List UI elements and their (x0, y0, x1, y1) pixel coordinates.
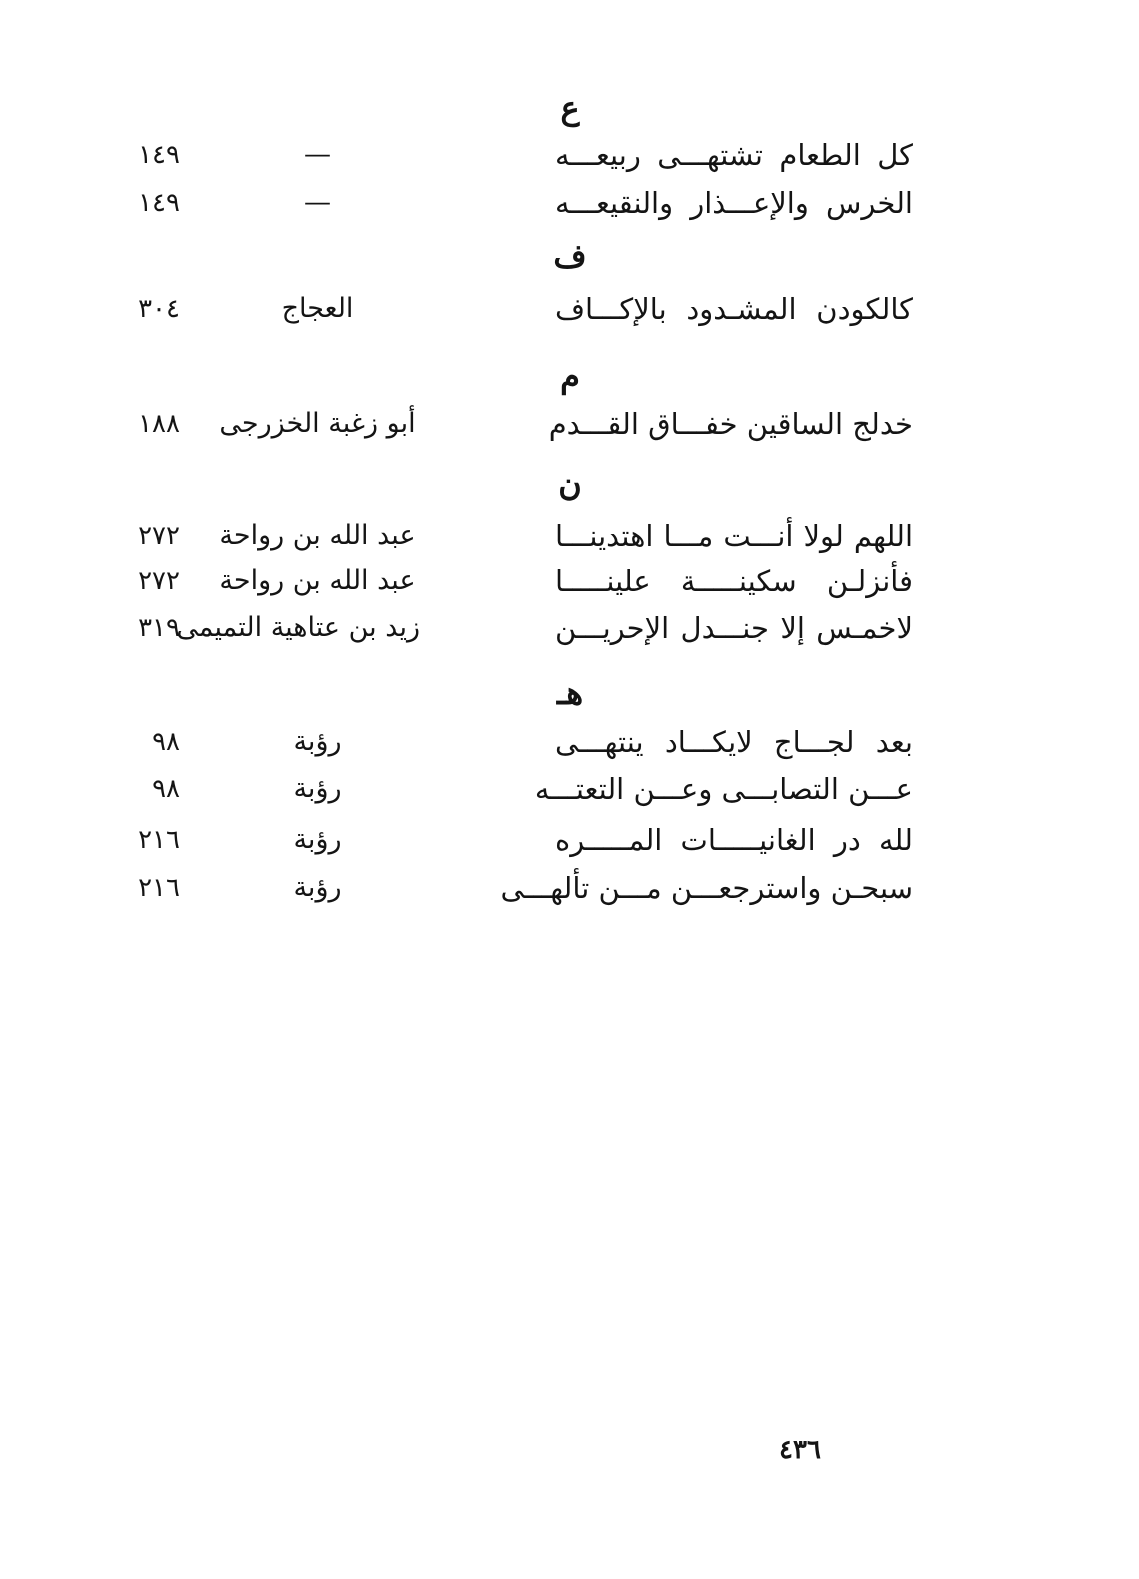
verse-text: عـــن التصابـــى وعـــن التعتـــه (534, 772, 913, 806)
poet-name: عبد الله بن رواحة (219, 565, 416, 596)
verse-text: الخرس والإعـــذار والنقيعـــه (555, 186, 913, 220)
section-letter: م (560, 357, 580, 395)
section-letter: ن (558, 465, 582, 503)
verse-row (0, 514, 1139, 558)
verse-text: خدلج الساقين خفـــاق القـــدم (548, 407, 913, 441)
page-reference: ١٤٩ (138, 140, 180, 170)
verse-text: كالكودن المشـدود بالإكـــاف (555, 292, 913, 326)
verse-text: لله در الغانيـــــات المـــــره (555, 823, 913, 857)
verse-text: لاخمـس إلا جنـــدل الإحريـــن (555, 611, 913, 645)
verse-row (0, 287, 1139, 331)
poet-name: رؤبة (293, 726, 342, 757)
section-letter: هـ (556, 674, 584, 712)
page-reference: ٢٧٢ (138, 566, 180, 596)
page-reference: ٢١٦ (138, 873, 180, 903)
page-reference: ٣١٩ (138, 613, 180, 643)
page-reference: ٩٨ (152, 727, 180, 757)
poet-name: عبد الله بن رواحة (219, 520, 416, 551)
page-reference: ١٨٨ (138, 409, 180, 439)
section-letter: ف (553, 237, 587, 275)
verse-row (0, 767, 1139, 811)
section-letter: ع (560, 89, 580, 127)
verse-text: سبحـن واسترجعـــن مـــن تألهـــى (500, 871, 913, 905)
verse-text: كل الطعام تشتهـــى ربيعـــه (555, 138, 913, 172)
verse-row (0, 606, 1139, 650)
verse-row (0, 720, 1139, 764)
verse-text: اللهم لولا أنـــت مـــا اهتدينـــا (555, 519, 913, 553)
page-reference: ١٤٩ (138, 188, 180, 218)
poet-name: رؤبة (293, 872, 342, 903)
page-reference: ٢١٦ (138, 825, 180, 855)
folio-number: ٤٣٦ (779, 1435, 821, 1465)
verse-row (0, 818, 1139, 862)
page-reference: ٢٧٢ (138, 521, 180, 551)
verse-row (0, 402, 1139, 446)
verse-row (0, 133, 1139, 177)
poet-name: أبو زغبة الخزرجى (219, 408, 416, 439)
verse-row (0, 181, 1139, 225)
poet-name: العجاج (281, 293, 354, 324)
poet-name: — (304, 139, 331, 170)
poet-name: رؤبة (293, 824, 342, 855)
verse-row (0, 559, 1139, 603)
verse-text: فأنزلـن سكينـــــة علينـــــا (555, 564, 913, 598)
page-reference: ٩٨ (152, 774, 180, 804)
poet-name: رؤبة (293, 773, 342, 804)
verse-text: بعد لجـــاج لايكـــاد ينتهـــى (555, 725, 913, 759)
poet-name: — (304, 187, 331, 218)
poet-name: زيد بن عتاهية التميمى (176, 612, 420, 643)
verse-row (0, 866, 1139, 910)
page-reference: ٣٠٤ (138, 294, 180, 324)
